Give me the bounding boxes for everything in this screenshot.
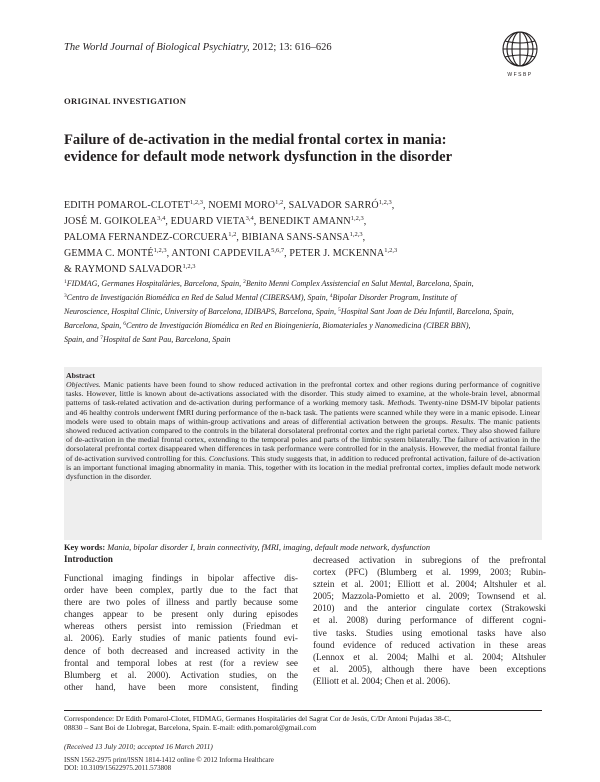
text-line: et al. 2005), although there have been exceptions — [313, 663, 546, 674]
text-line: decreased activation in subregions of the prefrontal — [313, 555, 546, 565]
keywords — [64, 543, 542, 552]
text-line: Blumberg et al. 2000). Activation studies, on the — [64, 669, 298, 680]
affiliation-line: $^3$Centro de Investigación Biomédica en Red de Salud Mental (CIBERSAM), Spain, $^4$Bipolar Disorder Program, Institute of — [64, 293, 457, 302]
text-line: sztein et al. 2001; Elliott et al. 2004; Altshuler et al. — [313, 579, 546, 590]
author-line: & RAYMOND SALVADOR$^{1,2,3}$ — [64, 263, 196, 275]
text-line: (Lennox et al. 2004; Malhi et al. 2004; Altshuler — [313, 651, 546, 662]
issn-doi — [64, 756, 274, 773]
text-line: et al. 2008) during performance of different cogni- — [313, 615, 546, 626]
text-line: changes appear to be present only during episodes — [64, 609, 298, 620]
intro-column-left — [64, 572, 298, 693]
keywords-label: Key words: — [64, 543, 106, 552]
article-title — [64, 132, 534, 166]
text-line: there are two poles of illness and partly because some — [64, 597, 298, 608]
title-line: evidence for default mode network dysfunction in the disorder — [64, 149, 453, 165]
correspondence — [64, 714, 542, 732]
text-line: al. 2006). Early studies of manic patients found evi- — [64, 633, 298, 644]
text-line: 2005; Mazzola-Pomietto et al. 2009; Townsend et al. — [313, 591, 546, 602]
abstract-box — [64, 367, 542, 540]
affiliation-line: $^1$FIDMAG, Germanes Hospitalàries, Barcelona, Spain, $^2$Benito Menni Complex Assistencial en Salut Mental, Barcelona, Spain, — [64, 279, 474, 288]
journal-volume-pages: 2012; 13: 616–626 — [252, 42, 332, 53]
affiliation-line: Neuroscience, Hospital Clinic, University of Barcelona, IDIBAPS, Barcelona, Spain, $^5$Hospital Sant Joan de Déu Infantil, Barcelona, Spain, — [64, 307, 514, 316]
text-line: 2010) and the anterior cingulate cortex (Strakowski — [313, 603, 546, 614]
section-label: ORIGINAL INVESTIGATION — [64, 96, 187, 106]
affiliation-line: Barcelona, Spain, $^6$Centro de Investigación Biomédica en Red en Bioingeniería, Biomateriales y Nanomedicina (CIBER BBN), — [64, 321, 471, 330]
text-line: whereas others persist into remission (Friedman et — [64, 621, 298, 632]
text-line: Functional imaging findings in bipolar affective dis- — [64, 573, 298, 583]
correspondence-line: 08830 – Sant Boi de Llobregat, Barcelona, Spain. E-mail: edith.pomarol@gmail.com — [64, 723, 317, 733]
issn-line: ISSN 1562-2975 print/ISSN 1814-1412 online © 2012 Informa Healthcare — [64, 756, 274, 764]
journal-citation — [64, 42, 332, 53]
abstract-body: Objectives. Manic patients have been found to show reduced activation in the prefrontal cortex and other regions during performance of cognitive tasks. However, little is known about de-activations associated with the disorder. This study aimed to examine, at the whole-brain level, abnormal patterns of task-related activation and de-activation during performance of a working memory task. Methods. Twenty-nine DSM-IV bipolar patients and 46 healthy controls underwent fMRI during performance of the n-back task. The patients were scanned while they were in a manic episode. Linear models were used to obtain maps of within-group activations and areas of differential activation between the groups. Results. The manic patients showed reduced activation compared to the controls in the bilateral dorsolateral prefrontal cortex and the right parietal cortex. They also showed failure of de-activation in the medial frontal cortex, extending to the temporal poles and parts of the limbic system bilaterally. The failure of activation in the dorsolateral prefrontal cortex disappeared when differences in task performance were controlled for in the analysis. However, the medial frontal failure of de-activation survived controlling for this. Conclusions. This study suggests that, in addition to reduced prefrontal activation, failure of de-activation is an important functional imaging abnormality in mania. This, together with its location in the medial prefrontal cortex, implies default mode network dysfunction in the disorder. — [66, 380, 541, 482]
logo-text: WFSBP — [507, 72, 533, 78]
affiliations — [64, 276, 542, 346]
affiliation-line: Spain, and $^7$Hospital de Sant Pau, Barcelona, Spain — [64, 335, 231, 344]
author-line: JOSÉ M. GOIKOLEA$^{3,4}$, EDUARD VIETA$^{3,4}$, BENEDIKT AMANN$^{1,2,3}$, — [64, 215, 367, 227]
footer-divider — [64, 710, 542, 711]
author-list — [64, 196, 544, 276]
journal-name: The World Journal of Biological Psychiatry, — [64, 42, 250, 53]
text-line: cortex (PFC) (Blumberg et al. 1999, 2003; Rubin- — [313, 567, 546, 578]
text-line: frontal and temporal lobes at rest (for a review see — [64, 657, 298, 668]
wfsbp-globe-logo — [495, 28, 545, 80]
received-dates: (Received 13 July 2010; accepted 16 March 2011) — [64, 742, 213, 751]
text-line: other hand, have been more consistent, finding — [64, 681, 298, 692]
title-line: Failure of de-activation in the medial frontal cortex in mania: — [64, 132, 447, 148]
text-line: (Elliott et al. 2004; Chen et al. 2006). — [313, 675, 451, 686]
doi-line: DOI: 10.3109/15622975.2011.573808 — [64, 764, 172, 773]
introduction-heading: Introduction — [64, 554, 113, 564]
text-line: dence of both decreased and increased activity in the — [64, 645, 298, 656]
text-line: tive tasks. Studies using emotional tasks have also — [313, 627, 546, 638]
intro-column-right — [313, 554, 546, 687]
text-line: found evidence of reduced activation in these areas — [313, 639, 546, 650]
author-line: PALOMA FERNANDEZ-CORCUERA$^{1,2}$, BIBIANA SANS-SANSA$^{1,2,3}$, — [64, 231, 366, 243]
author-line: GEMMA C. MONTÉ$^{1,2,3}$, ANTONI CAPDEVILA$^{5,6,7}$, PETER J. MCKENNA$^{1,2,3}$ — [64, 247, 398, 259]
author-line: EDITH POMAROL-CLOTET$^{1,2,3}$, NOEMI MORO$^{1,2}$, SALVADOR SARRÓ$^{1,2,3}$, — [64, 199, 395, 211]
abstract-heading: Abstract — [66, 371, 96, 380]
text-line: order have been complex, partly due to the fact that — [64, 585, 298, 596]
keywords-text: Mania, bipolar disorder I, brain connectivity, fMRI, imaging, default mode network, dysfunction — [107, 543, 431, 552]
correspondence-line: Correspondence: Dr Edith Pomarol-Clotet, FIDMAG, Germanes Hospitalàries del Sagrat Cor de Jesús, C/Dr Antoni Pujadas 38-C, — [64, 714, 451, 723]
